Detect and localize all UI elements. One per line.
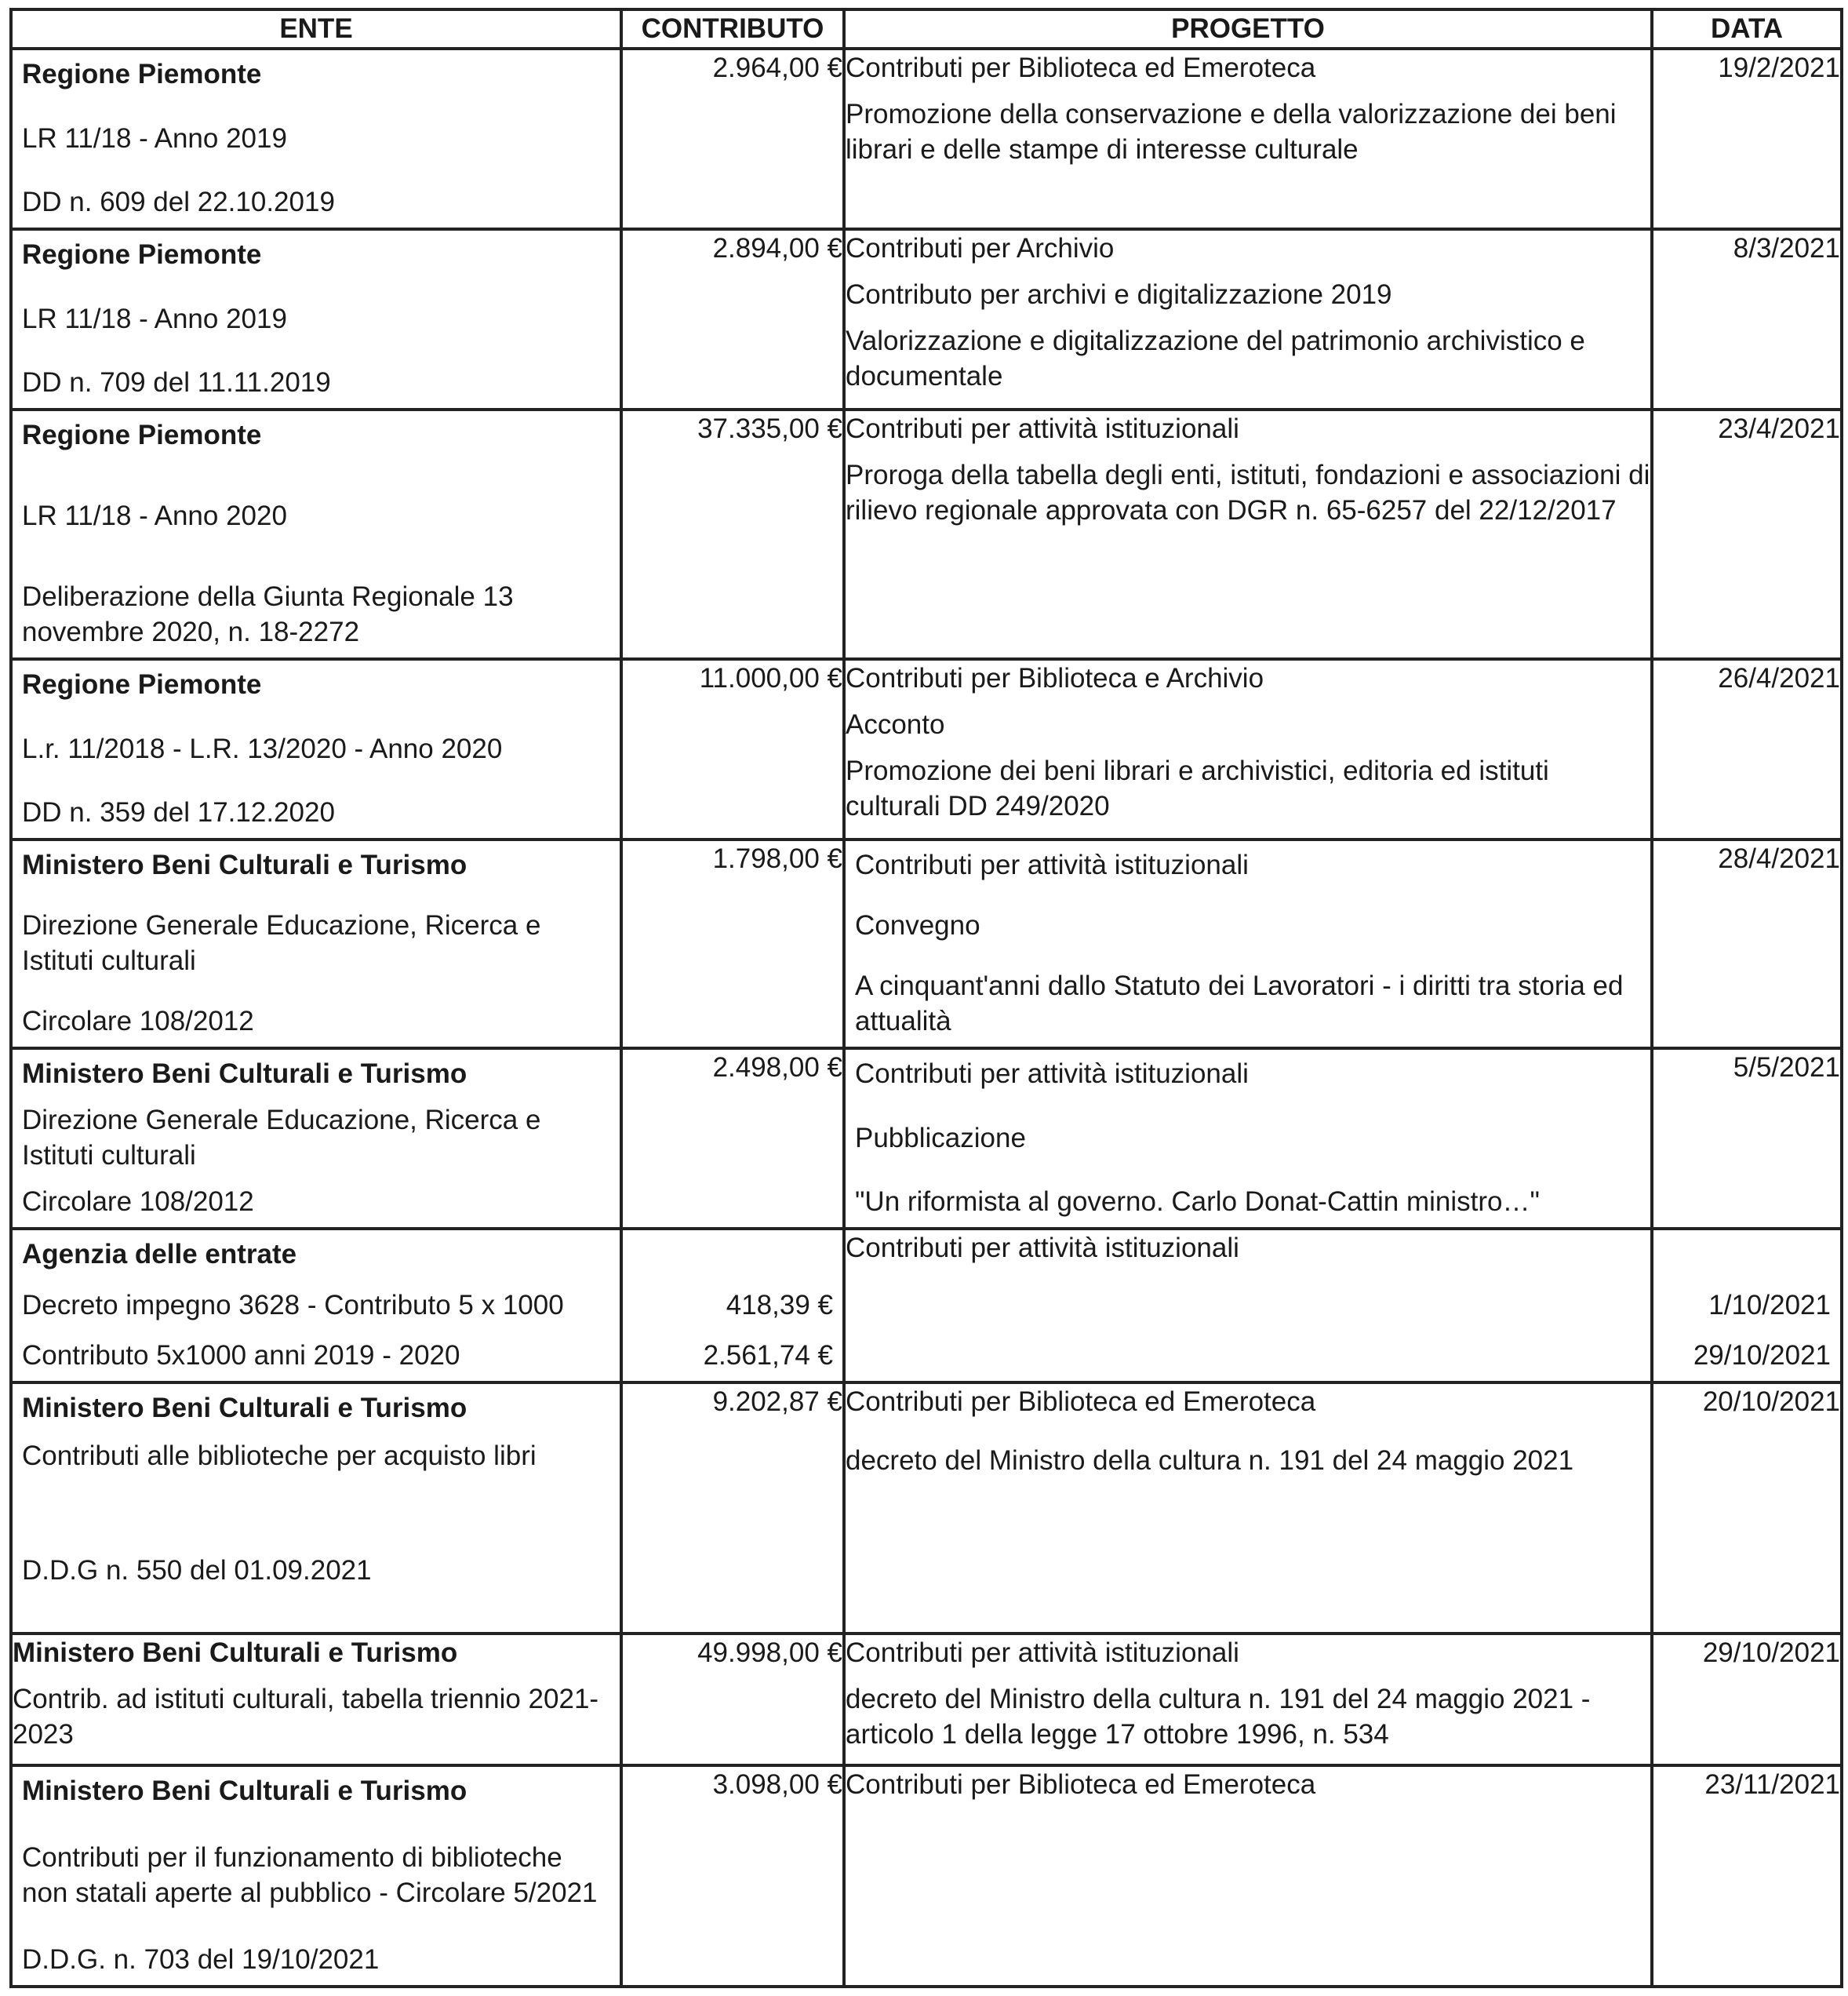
progetto-cell <box>844 1765 1652 1987</box>
ente-name: Ministero Beni Culturali e Turismo <box>22 1058 467 1089</box>
contributo-cell: 2.894,00 € <box>621 229 844 410</box>
ente-cell <box>11 1634 621 1765</box>
table-row <box>11 1382 1842 1634</box>
progetto-line: Contributo per archivi e digitalizzazione 2019 <box>846 279 1392 310</box>
ente-detail: LR 11/18 - Anno 2019 <box>22 122 287 154</box>
ente-name: Ministero Beni Culturali e Turismo <box>22 850 467 880</box>
ente-detail: Contributi per il funzionamento di biblioteche non statali aperte al pubblico - Circolare 5/2021 <box>22 1842 598 1908</box>
data-cell: 23/11/2021 <box>1652 1765 1842 1987</box>
ente-cell <box>11 1382 621 1634</box>
progetto-line: Contributi per Biblioteca ed Emeroteca <box>846 1769 1316 1800</box>
progetto-cell <box>844 229 1652 410</box>
data-cell <box>1652 1229 1842 1382</box>
ente-detail: DD n. 609 del 22.10.2019 <box>22 187 335 217</box>
table-row <box>11 1229 1842 1382</box>
ente-cell <box>11 840 621 1048</box>
table-row <box>11 659 1842 840</box>
progetto-line: Contributi per Biblioteca ed Emeroteca <box>846 1386 1316 1417</box>
ente-detail: DD n. 709 del 11.11.2019 <box>22 367 331 398</box>
progetto-line: Contributi per attività istituzionali <box>855 1058 1249 1089</box>
data-cell: 23/4/2021 <box>1652 410 1842 659</box>
ente-name: Regione Piemonte <box>22 239 262 270</box>
contributo-cell: 3.098,00 € <box>621 1765 844 1987</box>
progetto-line: Contributi per Biblioteca e Archivio <box>846 663 1264 694</box>
progetto-line: Pubblicazione <box>855 1122 1026 1153</box>
ente-name: Regione Piemonte <box>22 59 262 89</box>
data-cell: 29/10/2021 <box>1652 1634 1842 1765</box>
table-row <box>11 1765 1842 1987</box>
table-row <box>11 840 1842 1048</box>
progetto-cell <box>844 1229 1652 1382</box>
table-row <box>11 1048 1842 1229</box>
ente-detail: Contrib. ad istituti culturali, tabella triennio 2021-2023 <box>13 1684 599 1750</box>
contributo-line: 418,39 € <box>726 1289 833 1320</box>
progetto-cell <box>844 410 1652 659</box>
progetto-cell <box>844 1382 1652 1634</box>
progetto-cell <box>844 1634 1652 1765</box>
table-row <box>11 229 1842 410</box>
progetto-line: Contributi per attività istituzionali <box>846 1637 1239 1668</box>
header-data: DATA <box>1652 9 1842 49</box>
ente-cell <box>11 49 621 229</box>
progetto-line: Contributi per attività istituzionali <box>846 1233 1239 1263</box>
ente-detail: Circolare 108/2012 <box>22 1186 254 1217</box>
table-row <box>11 1634 1842 1765</box>
contributo-cell <box>621 1229 844 1382</box>
ente-detail: D.D.G n. 550 del 01.09.2021 <box>22 1555 372 1586</box>
ente-cell <box>11 229 621 410</box>
ente-detail: Decreto impegno 3628 - Contributo 5 x 1000 <box>22 1289 564 1320</box>
contributions-table <box>9 8 1843 1988</box>
ente-detail: LR 11/18 - Anno 2020 <box>22 501 287 531</box>
progetto-cell <box>844 1048 1652 1229</box>
contributo-line: 2.561,74 € <box>703 1340 833 1371</box>
data-cell: 19/2/2021 <box>1652 49 1842 229</box>
data-line: 1/10/2021 <box>1708 1289 1831 1320</box>
ente-detail: Deliberazione della Giunta Regionale 13 novembre 2020, n. 18-2272 <box>22 581 514 647</box>
ente-detail: Contributi alle biblioteche per acquisto libri <box>22 1440 537 1471</box>
progetto-line: decreto del Ministro della cultura n. 191 del 24 maggio 2021 <box>846 1445 1574 1476</box>
progetto-cell <box>844 49 1652 229</box>
progetto-line: Valorizzazione e digitalizzazione del patrimonio archivistico e documentale <box>846 326 1585 392</box>
header-progetto: PROGETTO <box>844 9 1652 49</box>
ente-detail: LR 11/18 - Anno 2019 <box>22 303 287 334</box>
ente-name: Agenzia delle entrate <box>22 1239 297 1269</box>
contributo-cell: 2.964,00 € <box>621 49 844 229</box>
table-row <box>11 410 1842 659</box>
ente-cell <box>11 1765 621 1987</box>
ente-detail: D.D.G. n. 703 del 19/10/2021 <box>22 1944 380 1975</box>
ente-detail: Direzione Generale Educazione, Ricerca e Istituti culturali <box>22 1105 541 1171</box>
contributo-cell: 49.998,00 € <box>621 1634 844 1765</box>
progetto-line: Contributi per Biblioteca ed Emeroteca <box>846 53 1316 83</box>
contributo-cell: 9.202,87 € <box>621 1382 844 1634</box>
progetto-cell <box>844 840 1652 1048</box>
progetto-line: Promozione della conservazione e della valorizzazione dei beni librari e delle stampe di interesse culturale <box>846 99 1617 165</box>
progetto-line: Acconto <box>846 709 945 740</box>
data-cell: 26/4/2021 <box>1652 659 1842 840</box>
progetto-line: Contributi per Archivio <box>846 233 1115 264</box>
ente-cell <box>11 659 621 840</box>
data-cell: 5/5/2021 <box>1652 1048 1842 1229</box>
ente-name: Ministero Beni Culturali e Turismo <box>22 1393 467 1423</box>
progetto-line: Proroga della tabella degli enti, istituti, fondazioni e associazioni di rilievo regionale approvata con DGR n. 65-6257 del 22/12/2017 <box>846 460 1650 526</box>
contributo-cell: 37.335,00 € <box>621 410 844 659</box>
data-cell: 20/10/2021 <box>1652 1382 1842 1634</box>
data-cell: 8/3/2021 <box>1652 229 1842 410</box>
header-row <box>11 9 1842 49</box>
progetto-line: decreto del Ministro della cultura n. 191 del 24 maggio 2021 - articolo 1 della legge 17 ottobre 1996, n. 534 <box>846 1684 1591 1750</box>
ente-name: Ministero Beni Culturali e Turismo <box>22 1776 467 1806</box>
ente-cell <box>11 1229 621 1382</box>
ente-detail: Contributo 5x1000 anni 2019 - 2020 <box>22 1340 460 1371</box>
progetto-cell <box>844 659 1652 840</box>
data-line: 29/10/2021 <box>1693 1340 1831 1371</box>
ente-name: Regione Piemonte <box>22 669 262 700</box>
data-cell: 28/4/2021 <box>1652 840 1842 1048</box>
contributo-cell: 2.498,00 € <box>621 1048 844 1229</box>
ente-cell <box>11 410 621 659</box>
header-ente: ENTE <box>11 9 621 49</box>
table-row <box>11 49 1842 229</box>
progetto-line: Convegno <box>855 910 980 941</box>
progetto-line: A cinquant'anni dallo Statuto dei Lavoratori - i diritti tra storia ed attualità <box>855 971 1624 1036</box>
ente-detail: Direzione Generale Educazione, Ricerca e Istituti culturali <box>22 910 541 976</box>
ente-cell <box>11 1048 621 1229</box>
progetto-line: Contributi per attività istituzionali <box>855 850 1249 880</box>
progetto-line: Contributi per attività istituzionali <box>846 413 1239 444</box>
contributo-cell: 11.000,00 € <box>621 659 844 840</box>
contributo-cell: 1.798,00 € <box>621 840 844 1048</box>
ente-detail: Circolare 108/2012 <box>22 1006 254 1036</box>
progetto-line: "Un riformista al governo. Carlo Donat-Cattin ministro…" <box>855 1186 1540 1217</box>
progetto-line: Promozione dei beni librari e archivistici, editoria ed istituti culturali DD 249/2020 <box>846 756 1549 821</box>
ente-detail: L.r. 11/2018 - L.R. 13/2020 - Anno 2020 <box>22 733 503 764</box>
ente-detail: DD n. 359 del 17.12.2020 <box>22 797 335 828</box>
header-contributo: CONTRIBUTO <box>621 9 844 49</box>
ente-name: Regione Piemonte <box>22 420 262 450</box>
ente-name: Ministero Beni Culturali e Turismo <box>13 1637 458 1668</box>
